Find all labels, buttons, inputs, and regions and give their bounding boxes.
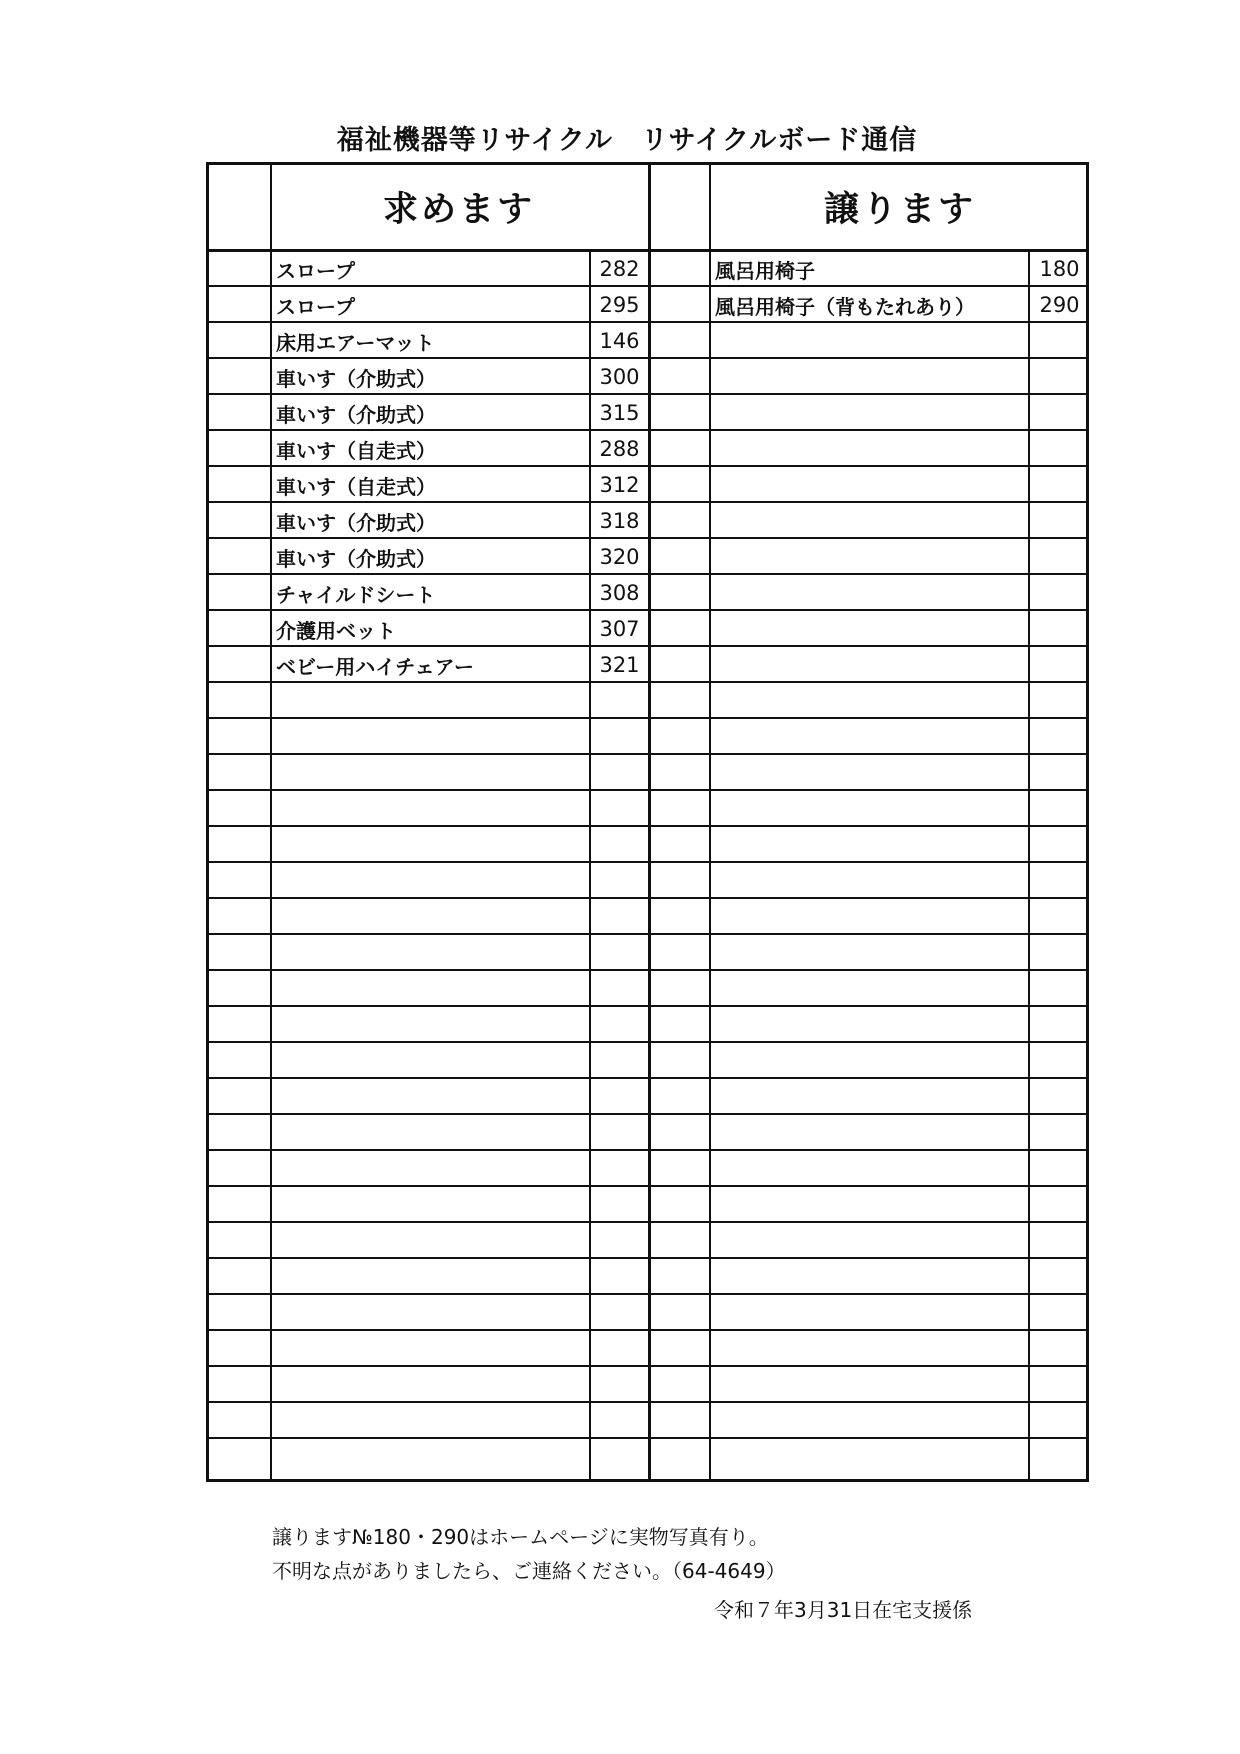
wanted-header: 求めます (382, 190, 535, 230)
table-row-divider (209, 1329, 1086, 1331)
wanted-item-number: 308 (599, 581, 640, 605)
table-row-divider (209, 969, 1086, 971)
offered-item-name: 風呂用椅子（背もたれあり） (715, 294, 975, 319)
wanted-item-name: スロープ (276, 258, 355, 283)
table-row-divider (209, 1221, 1086, 1223)
wanted-item-name: スロープ (276, 294, 355, 319)
wanted-item-name: 車いす（介助式） (276, 366, 436, 391)
wanted-item-name: 車いす（自走式） (276, 438, 436, 463)
wanted-item-name: 車いす（介助式） (276, 510, 436, 535)
offered-item-name: 風呂用椅子 (715, 258, 815, 283)
table-row-divider (209, 1401, 1086, 1403)
table-row-divider (209, 861, 1086, 863)
recycle-board-table (206, 162, 1089, 1482)
table-row-divider (209, 1149, 1086, 1151)
table-row-divider (209, 1005, 1086, 1007)
table-row-divider (209, 897, 1086, 899)
table-column-divider (648, 165, 651, 1479)
table-row-divider (209, 1293, 1086, 1295)
offered-header: 譲ります (823, 190, 976, 230)
offered-item-number: 180 (1039, 257, 1080, 281)
wanted-item-name: 車いす（介助式） (276, 546, 436, 571)
table-row-divider (209, 789, 1086, 791)
wanted-item-number: 282 (599, 257, 640, 281)
wanted-item-name: ベビー用ハイチェアー (276, 654, 474, 679)
wanted-item-number: 307 (599, 617, 640, 641)
document-title: 福祉機器等リサイクル リサイクルボード通信 (336, 125, 918, 156)
table-row-divider (209, 753, 1086, 755)
table-row-divider (209, 1041, 1086, 1043)
wanted-item-number: 288 (599, 437, 640, 461)
wanted-item-name: チャイルドシート (276, 582, 436, 607)
table-row-divider (209, 1257, 1086, 1259)
wanted-item-name: 介護用ベット (276, 618, 396, 643)
table-row-divider (209, 1185, 1086, 1187)
issue-date-department: 令和７年3月31日在宅支援係 (714, 1598, 973, 1622)
note-photo-info: 譲ります№180・290はホームページに実物写真有り。 (272, 1525, 769, 1549)
wanted-item-number: 315 (599, 401, 640, 425)
table-row-divider (209, 717, 1086, 719)
table-row-divider (209, 1365, 1086, 1367)
wanted-item-number: 320 (599, 545, 640, 569)
notes (272, 1520, 786, 1588)
table-row-divider (209, 1113, 1086, 1115)
wanted-item-name: 車いす（自走式） (276, 474, 436, 499)
wanted-item-number: 146 (599, 329, 640, 353)
table-row-divider (209, 1437, 1086, 1439)
wanted-item-name: 車いす（介助式） (276, 402, 436, 427)
offered-item-number: 290 (1039, 293, 1080, 317)
wanted-item-number: 312 (599, 473, 640, 497)
table-row-divider (209, 933, 1086, 935)
wanted-item-number: 318 (599, 509, 640, 533)
wanted-item-name: 床用エアーマット (276, 330, 435, 355)
table-row-divider (209, 825, 1086, 827)
wanted-item-number: 321 (599, 653, 640, 677)
table-row-divider (209, 1077, 1086, 1079)
wanted-item-number: 300 (599, 365, 640, 389)
table-column-divider (709, 165, 711, 1479)
wanted-item-number: 295 (599, 293, 640, 317)
note-contact-info: 不明な点がありましたら、ご連絡ください。（64-4649） (272, 1559, 786, 1583)
